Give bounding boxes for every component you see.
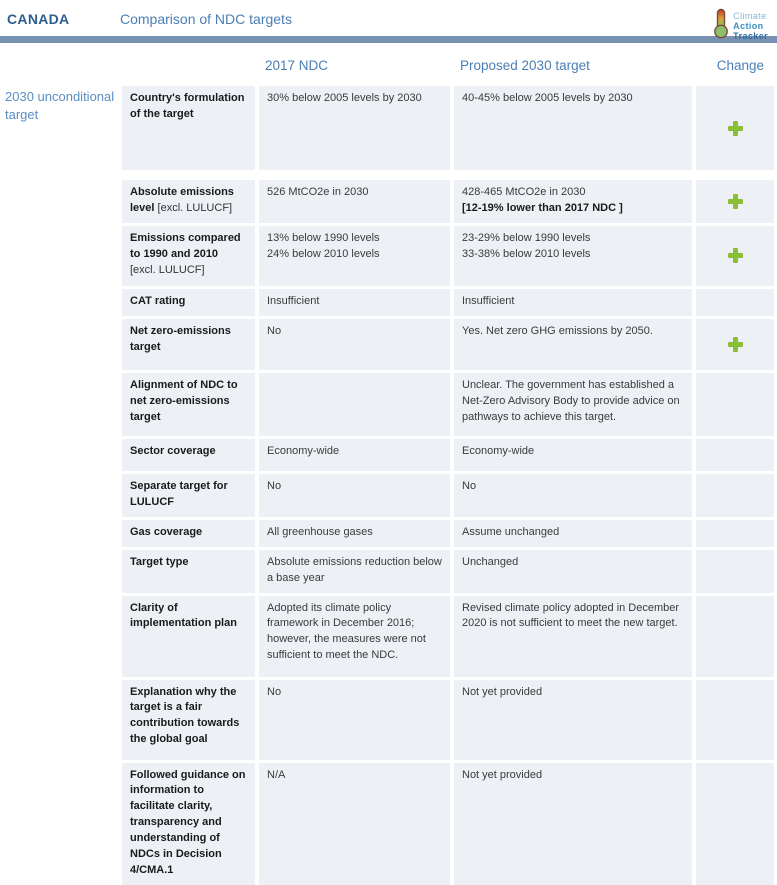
table-row bbox=[0, 474, 770, 517]
row-gutter bbox=[0, 680, 118, 760]
plus-icon bbox=[728, 337, 743, 352]
cell-2017-ndc: 526 MtCO2e in 2030 bbox=[259, 180, 450, 223]
row-label: Followed guidance on information to facilitate clarity, transparency and understanding of NDCs in Decision 4/CMA.1 bbox=[122, 763, 255, 885]
cell-2017-ndc: Economy-wide bbox=[259, 439, 450, 471]
cell-proposed-2030: Assume unchanged bbox=[454, 520, 692, 547]
row-gutter bbox=[0, 226, 118, 286]
cell-2017-ndc bbox=[259, 373, 450, 436]
cell-proposed-2030: Economy-wide bbox=[454, 439, 692, 471]
cell-change bbox=[696, 763, 774, 885]
column-header-change: Change bbox=[696, 58, 774, 73]
thermometer-icon bbox=[712, 8, 730, 44]
side-label-2030-unconditional-target: 2030 unconditional target bbox=[5, 88, 117, 123]
row-gutter bbox=[0, 550, 118, 593]
table-row bbox=[0, 550, 770, 593]
cell-proposed-2030: 428-465 MtCO2e in 2030 [12-19% lower than 2017 NDC ] bbox=[454, 180, 692, 223]
row-label: Emissions compared to 1990 and 2010 [excl. LULUCF] bbox=[122, 226, 255, 286]
row-label-suffix: [excl. LULUCF] bbox=[154, 202, 232, 214]
climate-action-tracker-logo[interactable] bbox=[712, 8, 768, 44]
cell-2017-ndc: No bbox=[259, 319, 450, 370]
row-label: CAT rating bbox=[122, 289, 255, 316]
table-column-headers bbox=[0, 43, 770, 86]
cell-2017-ndc: Adopted its climate policy framework in December 2016; however, the measures were not sufficient to meet the NDC. bbox=[259, 596, 450, 677]
cell-change bbox=[696, 373, 774, 436]
row-gutter bbox=[0, 439, 118, 471]
header-divider-bar bbox=[0, 36, 777, 43]
logo-line-action: Action bbox=[733, 21, 763, 31]
row-gutter bbox=[0, 596, 118, 677]
cell-2017-ndc: N/A bbox=[259, 763, 450, 885]
row-label-suffix: [excl. LULUCF] bbox=[130, 263, 247, 279]
cell-change bbox=[696, 86, 774, 170]
cell-proposed-2030: 40-45% below 2005 levels by 2030 bbox=[454, 86, 692, 170]
cell-change bbox=[696, 680, 774, 760]
row-gutter bbox=[0, 319, 118, 370]
row-label: Alignment of NDC to net zero-emissions target bbox=[122, 373, 255, 436]
logo-line-climate: Climate bbox=[733, 11, 766, 21]
row-gutter bbox=[0, 763, 118, 885]
plus-icon bbox=[728, 194, 743, 209]
row-gutter bbox=[0, 474, 118, 517]
cell-proposed-2030: No bbox=[454, 474, 692, 517]
table-rows-container bbox=[0, 86, 777, 885]
cell-change bbox=[696, 520, 774, 547]
cell-proposed-2030: Unchanged bbox=[454, 550, 692, 593]
cell-proposed-2030: Not yet provided bbox=[454, 680, 692, 760]
column-header-proposed-2030: Proposed 2030 target bbox=[454, 58, 692, 73]
row-gutter bbox=[0, 520, 118, 547]
ndc-comparison-table bbox=[0, 86, 777, 885]
cell-proposed-2030: 23-29% below 1990 levels 33-38% below 2010 levels bbox=[454, 226, 692, 286]
table-row bbox=[0, 319, 770, 370]
logo-wordmark bbox=[733, 11, 768, 41]
table-row bbox=[0, 596, 770, 677]
row-label: Absolute emissions level [excl. LULUCF] bbox=[122, 180, 255, 223]
row-label: Gas coverage bbox=[122, 520, 255, 547]
row-label: Explanation why the target is a fair contribution towards the global goal bbox=[122, 680, 255, 760]
page-header bbox=[0, 0, 777, 36]
row-label: Net zero-emissions target bbox=[122, 319, 255, 370]
table-row bbox=[0, 226, 770, 286]
cell-proposed-2030: Insufficient bbox=[454, 289, 692, 316]
table-row bbox=[0, 373, 770, 436]
row-label: Separate target for LULUCF bbox=[122, 474, 255, 517]
cell-2017-ndc: No bbox=[259, 680, 450, 760]
row-label: Country's formulation of the target bbox=[122, 86, 255, 170]
cell-proposed-2030: Unclear. The government has established a Net-Zero Advisory Body to provide advice on pathways to achieve this target. bbox=[454, 373, 692, 436]
plus-icon bbox=[728, 121, 743, 136]
row-label: Target type bbox=[122, 550, 255, 593]
cell-change bbox=[696, 319, 774, 370]
page-title: Comparison of NDC targets bbox=[120, 8, 712, 27]
cell-proposed-2030: Yes. Net zero GHG emissions by 2050. bbox=[454, 319, 692, 370]
row-label: Sector coverage bbox=[122, 439, 255, 471]
cell-2017-ndc: No bbox=[259, 474, 450, 517]
cell-proposed-2030: Not yet provided bbox=[454, 763, 692, 885]
cell-proposed-2030: Revised climate policy adopted in December 2020 is not sufficient to meet the new target. bbox=[454, 596, 692, 677]
row-gutter bbox=[0, 289, 118, 316]
cell-2017-ndc: All greenhouse gases bbox=[259, 520, 450, 547]
table-row bbox=[0, 180, 770, 223]
cell-change bbox=[696, 474, 774, 517]
table-row bbox=[0, 439, 770, 471]
cell-change bbox=[696, 596, 774, 677]
table-row bbox=[0, 520, 770, 547]
cell-change bbox=[696, 226, 774, 286]
cell-change bbox=[696, 289, 774, 316]
cell-change bbox=[696, 180, 774, 223]
row-label: Clarity of implementation plan bbox=[122, 596, 255, 677]
cell-change bbox=[696, 550, 774, 593]
row-gutter bbox=[0, 373, 118, 436]
cell-2017-ndc: Insufficient bbox=[259, 289, 450, 316]
cell-2017-ndc: 13% below 1990 levels 24% below 2010 levels bbox=[259, 226, 450, 286]
table-row bbox=[0, 289, 770, 316]
cell-2017-ndc: Absolute emissions reduction below a base year bbox=[259, 550, 450, 593]
row-gutter bbox=[0, 180, 118, 223]
table-row bbox=[0, 763, 770, 885]
table-row bbox=[0, 680, 770, 760]
cell-2017-ndc: 30% below 2005 levels by 2030 bbox=[259, 86, 450, 170]
logo-line-tracker: Tracker bbox=[733, 31, 768, 41]
cell-change bbox=[696, 439, 774, 471]
country-name: CANADA bbox=[7, 8, 120, 27]
column-header-2017-ndc: 2017 NDC bbox=[259, 58, 450, 73]
plus-icon bbox=[728, 248, 743, 263]
